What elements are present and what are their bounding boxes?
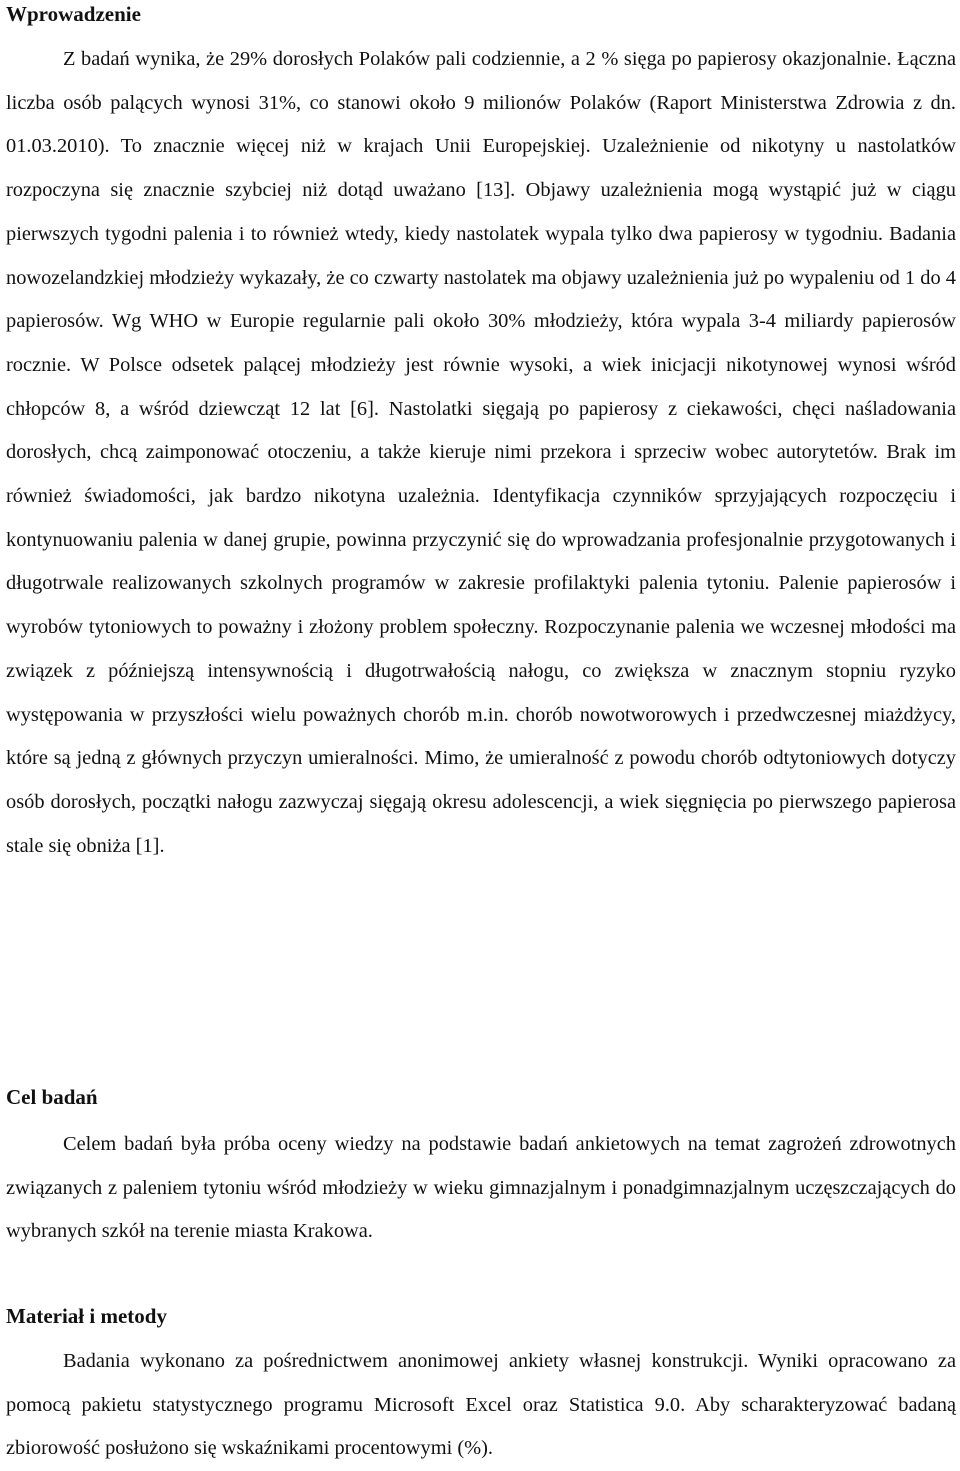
section-materials-methods bbox=[6, 1302, 956, 1471]
paragraph-introduction: Z badań wynika, że 29% dorosłych Polaków pali codziennie, a 2 % sięga po papierosy okazjonalnie. Łączna liczba osób palących wynosi 31%, co stanowi około 9 milionów Polaków (Raport Ministerstwa Zdrowia z dn. 01.03.2010). To znacznie więcej niż w krajach Unii Europejskiej. Uzależnienie od nikotyny u nastolatków rozpoczyna się znacznie szybciej niż dotąd uważano [13]. Objawy uzależnienia mogą wystąpić już w ciągu pierwszych tygodni palenia i to również wtedy, kiedy nastolatek wypala tylko dwa papierosy w tygodniu. Badania nowozelandzkiej młodzieży wykazały, że co czwarty nastolatek ma objawy uzależnienia już po wypaleniu od 1 do 4 papierosów. Wg WHO w Europie regularnie pali około 30% młodzieży, która wypala 3-4 miliardy papierosów rocznie. W Polsce odsetek palącej młodzieży jest równie wysoki, a wiek inicjacji nikotynowej wynosi wśród chłopców 8, a wśród dziewcząt 12 lat [6]. Nastolatki sięgają po papierosy z ciekawości, chęci naśladowania dorosłych, chcą zaimponować otoczeniu, a także kieruje nimi przekora i sprzeciw wobec autorytetów. Brak im również świadomości, jak bardzo nikotyna uzależnia. Identyfikacja czynników sprzyjających rozpoczęciu i kontynuowaniu palenia w danej grupie, powinna przyczynić się do wprowadzania profesjonalnie przygotowanych i długotrwale realizowanych szkolnych programów w zakresie profilaktyki palenia tytoniu. Palenie papierosów i wyrobów tytoniowych to poważny i złożony problem społeczny. Rozpoczynanie palenia we wczesnej młodości ma związek z późniejszą intensywnością i długotrwałością nałogu, co zwiększa w znacznym stopniu ryzyko występowania w przyszłości wielu poważnych chorób m.in. chorób nowotworowych i przedwczesnej miażdżycy, które są jedną z głównych przyczyn umieralności. Mimo, że umieralność z powodu chorób odtytoniowych dotyczy osób dorosłych, początki nałogu zazwyczaj sięgają okresu adolescencji, a wiek sięgnięcia po pierwszego papierosa stale się obniża [1]. bbox=[6, 48, 956, 857]
section-heading-materials-methods: Materiał i metody bbox=[6, 1304, 167, 1328]
section-research-aim bbox=[6, 1083, 956, 1254]
paragraph-materials-methods: Badania wykonano za pośrednictwem anonimowej ankiety własnej konstrukcji. Wyniki opracowano za pomocą pakietu statystycznego programu Microsoft Excel oraz Statistica 9.0. Aby scharakteryzować badaną zbiorowość posłużono się wskaźnikami procentowymi (%). bbox=[6, 1350, 956, 1460]
section-introduction bbox=[6, 0, 956, 868]
section-heading-research-aim: Cel badań bbox=[6, 1085, 98, 1109]
paragraph-research-aim: Celem badań była próba oceny wiedzy na podstawie badań ankietowych na temat zagrożeń zdrowotnych związanych z paleniem tytoniu wśród młodzieży w wieku gimnazjalnym i ponadgimnazjalnym uczęszczających do wybranych szkół na terenie miasta Krakowa. bbox=[6, 1133, 956, 1243]
section-heading-introduction: Wprowadzenie bbox=[6, 2, 141, 26]
